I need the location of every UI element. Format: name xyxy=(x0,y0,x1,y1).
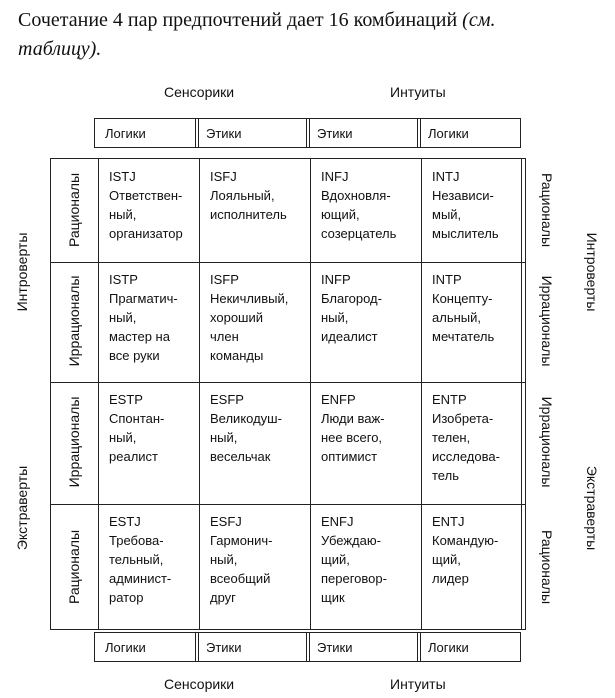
type-code: INFJ xyxy=(321,169,349,184)
type-description: Спонтан- ный, реалист xyxy=(109,411,165,464)
left-label-introverts: Интроверты xyxy=(14,232,30,312)
type-cell xyxy=(422,262,522,382)
top-label-intuition: Интуиты xyxy=(390,84,446,100)
type-description: Независи- мый, мыслитель xyxy=(432,188,499,241)
column-foot: Этики xyxy=(195,632,310,662)
right-row-label: Рационалы xyxy=(539,172,555,247)
intro-line1: Сочетание 4 пар предпочтений дает 16 комбинаций xyxy=(18,9,463,31)
type-cell xyxy=(99,504,200,631)
type-cell xyxy=(311,504,422,631)
type-description: Лояльный, исполнитель xyxy=(210,188,287,222)
type-description: Прагматич- ный, мастер на все руки xyxy=(109,291,178,363)
type-description: Люди важ- нее всего, оптимист xyxy=(321,411,385,464)
intro-text xyxy=(18,6,608,64)
right-label-extraverts: Экстраверты xyxy=(584,465,600,551)
type-cell xyxy=(422,159,522,262)
type-code: INTP xyxy=(432,272,462,287)
type-description: Вдохновля- ющий, созерцатель xyxy=(321,188,397,241)
type-cell xyxy=(200,262,311,382)
column-foot: Этики xyxy=(306,632,421,662)
bottom-label-intuition: Интуиты xyxy=(390,676,446,692)
intro-line2-italic: таблицу). xyxy=(18,38,102,60)
column-head: Логики xyxy=(94,118,199,148)
type-description: Изобрета- телен, исследова- тель xyxy=(432,411,500,483)
column-head: Логики xyxy=(417,118,521,148)
column-head: Этики xyxy=(306,118,421,148)
type-code: ESTJ xyxy=(109,514,141,529)
right-row-label: Иррационалы xyxy=(539,396,555,488)
right-row-label: Рационалы xyxy=(539,529,555,604)
type-cell xyxy=(311,159,422,262)
type-cell xyxy=(200,382,311,504)
type-description: Требова- тельный, админист- ратор xyxy=(109,533,172,605)
type-description: Убеждаю- щий, переговор- щик xyxy=(321,533,387,605)
type-code: ENTJ xyxy=(432,514,465,529)
left-row-label: Рационалы xyxy=(66,529,82,604)
left-row-label: Иррационалы xyxy=(66,275,82,367)
type-code: ISFJ xyxy=(210,169,237,184)
type-description: Концепту- альный, мечтатель xyxy=(432,291,495,344)
type-description: Гармонич- ный, всеобщий друг xyxy=(210,533,273,605)
left-row-label: Иррационалы xyxy=(66,396,82,488)
type-code: ESFJ xyxy=(210,514,242,529)
type-cell xyxy=(422,382,522,504)
type-code: INTJ xyxy=(432,169,460,184)
type-code: ENFJ xyxy=(321,514,354,529)
type-cell xyxy=(311,382,422,504)
type-description: Благород- ный, идеалист xyxy=(321,291,382,344)
type-cell xyxy=(200,159,311,262)
type-description: Некичливый, хороший член команды xyxy=(210,291,289,363)
type-description: Командую- щий, лидер xyxy=(432,533,499,586)
bottom-label-sensing: Сенсорики xyxy=(164,676,235,692)
type-code: ESFP xyxy=(210,392,244,407)
type-code: ISFP xyxy=(210,272,239,287)
type-code: ENFP xyxy=(321,392,356,407)
type-description: Ответствен- ный, организатор xyxy=(109,188,183,241)
right-label-introverts: Интроверты xyxy=(584,232,600,312)
type-code: ISTJ xyxy=(109,169,136,184)
top-label-sensing: Сенсорики xyxy=(164,84,235,100)
type-cell xyxy=(99,159,200,262)
type-cell xyxy=(200,504,311,631)
intro-line1-italic: (см. xyxy=(462,9,496,31)
type-cell xyxy=(99,382,200,504)
type-table xyxy=(50,158,526,630)
right-row-label: Иррационалы xyxy=(539,275,555,367)
column-head: Этики xyxy=(195,118,310,148)
type-cell xyxy=(99,262,200,382)
type-code: INFP xyxy=(321,272,351,287)
type-code: ESTP xyxy=(109,392,143,407)
left-row-label: Рационалы xyxy=(66,172,82,247)
column-foot: Логики xyxy=(417,632,521,662)
type-description: Великодуш- ный, весельчак xyxy=(210,411,282,464)
type-cell xyxy=(422,504,522,631)
column-foot: Логики xyxy=(94,632,199,662)
type-code: ISTP xyxy=(109,272,138,287)
left-label-extraverts: Экстраверты xyxy=(14,465,30,551)
type-code: ENTP xyxy=(432,392,467,407)
type-cell xyxy=(311,262,422,382)
